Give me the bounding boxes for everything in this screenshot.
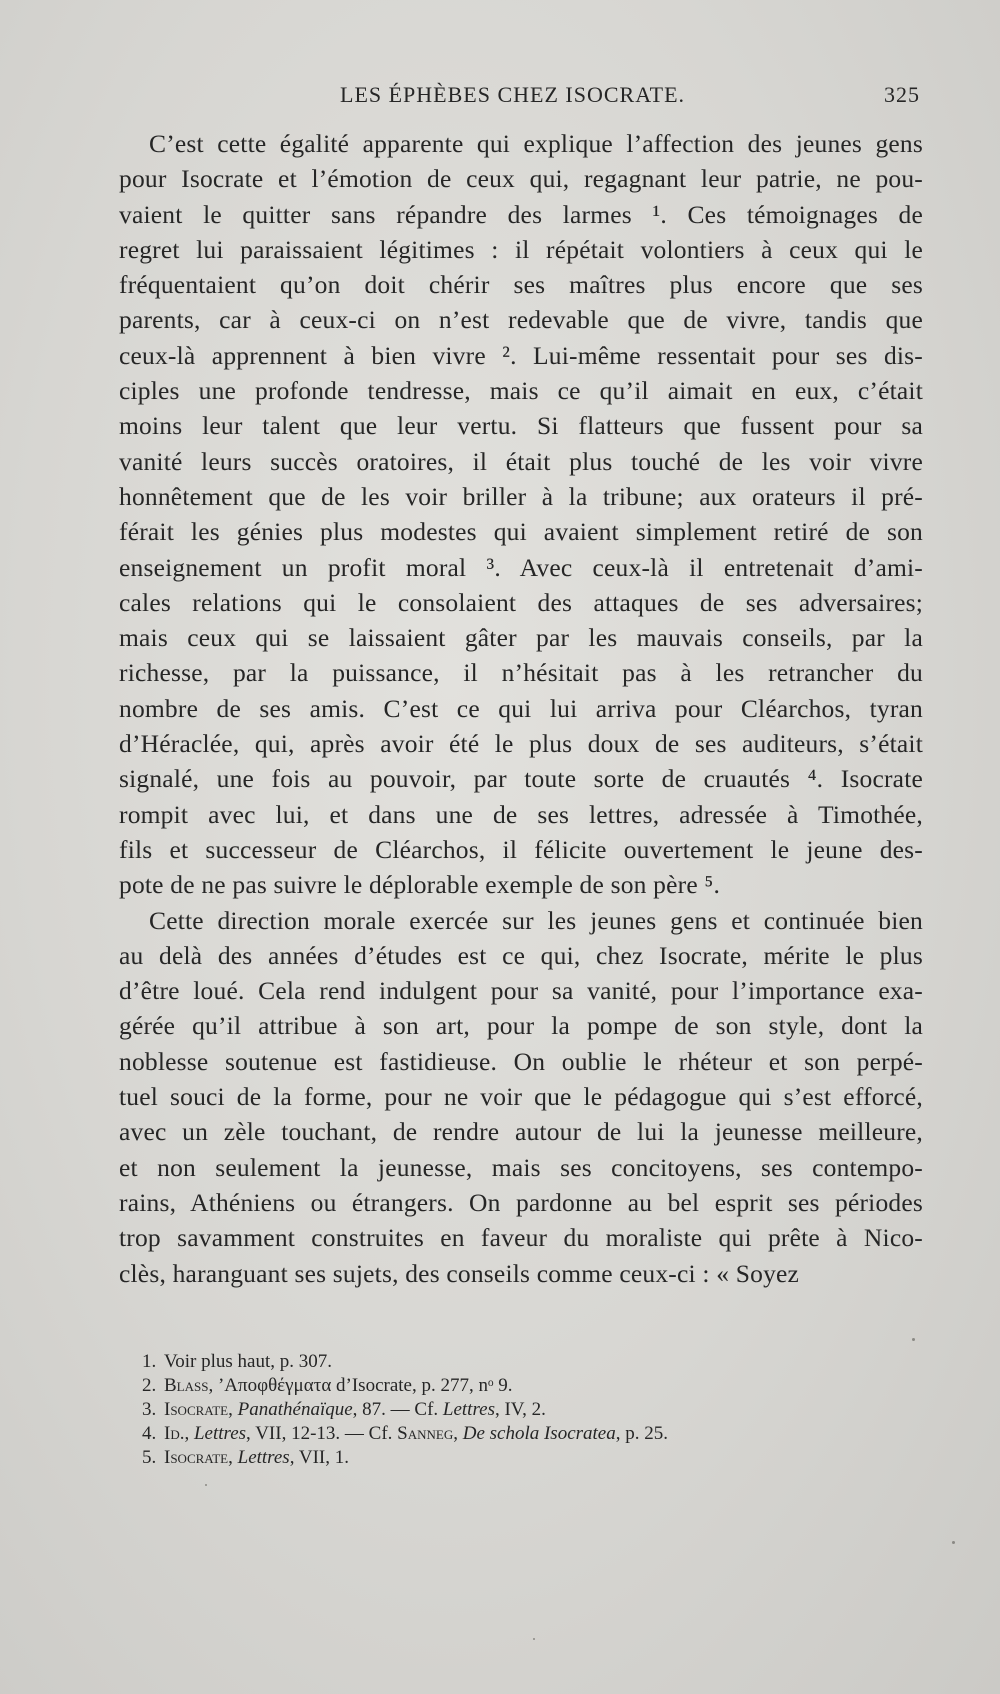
- text-line: trop savamment construites en faveur du moraliste qui prête à Nico-: [119, 1223, 923, 1253]
- text-line: rains, Athéniens ou étrangers. On pardonne au bel esprit ses périodes: [119, 1187, 923, 1217]
- footnote: [142, 1446, 862, 1470]
- footnote-text: ,: [228, 1447, 238, 1468]
- footnote: [142, 1350, 862, 1374]
- footnote-text: Lettres: [442, 1399, 495, 1420]
- footnote-number: 5.: [142, 1447, 157, 1468]
- body-text: [119, 126, 923, 1291]
- paper-speck: [912, 1338, 915, 1341]
- text-line: nombre de ses amis. C’est ce qui lui arriva pour Cléarchos, tyran: [119, 693, 923, 723]
- text-line: avec un zèle touchant, de rendre autour de lui la jeunesse meilleure,: [119, 1117, 923, 1147]
- text-line: cales relations qui le consolaient des attaques de ses adversaires;: [119, 587, 923, 617]
- footnote: [142, 1422, 862, 1446]
- text-line: regret lui paraissaient légitimes : il répétait volontiers à ceux qui le: [119, 234, 923, 264]
- text-line: C’est cette égalité apparente qui explique l’affection des jeunes gens: [149, 129, 923, 158]
- paper-speck: [952, 1541, 955, 1544]
- text-line: et non seulement la jeunesse, mais ses concitoyens, ses contempo-: [119, 1152, 923, 1182]
- page-number: 325: [884, 82, 920, 107]
- footnote-text: , ’Αποφθέγματα d’Isocrate, p. 277, nᵒ 9.: [208, 1375, 513, 1396]
- footnote-number: 3.: [142, 1399, 157, 1420]
- paper-speck: [533, 1638, 535, 1640]
- text-line: fréquentaient qu’on doit chérir ses maîtres plus encore que ses: [119, 270, 923, 300]
- footnote-text: ,: [228, 1399, 238, 1420]
- text-line: enseignement un profit moral ³. Avec ceux-là il entretenait d’ami-: [119, 552, 923, 582]
- text-line: au delà des années d’études est ce qui, chez Isocrate, mérite le plus: [119, 940, 923, 970]
- footnote-text: , VII, 12-13. — Cf.: [246, 1423, 398, 1444]
- text-line: noblesse soutenue est fastidieuse. On oublie le rhéteur et son perpé-: [119, 1046, 923, 1076]
- paper-speck: [205, 1484, 207, 1486]
- text-line: parents, car à ceux-ci on n’est redevable que de vivre, tandis que: [119, 305, 923, 335]
- text-line: Cette direction morale exercée sur les jeunes gens et continuée bien: [149, 905, 923, 935]
- footnote-text: De schola Isocratea: [462, 1423, 616, 1444]
- footnote-text: Sanneg: [397, 1423, 454, 1444]
- text-line: d’Héraclée, qui, après avoir été le plus doux de ses auditeurs, s’était: [119, 729, 923, 759]
- footnote-text: ,: [453, 1423, 463, 1444]
- footnotes: [142, 1350, 862, 1470]
- page-header: [120, 82, 920, 112]
- text-line: honnêtement que de les voir briller à la tribune; aux orateurs il pré-: [119, 481, 923, 511]
- footnote-text: Id.: [164, 1423, 185, 1444]
- footnote-number: 4.: [142, 1423, 157, 1444]
- footnote: [142, 1398, 862, 1422]
- text-line: férait les génies plus modestes qui avaient simplement retiré de son: [119, 517, 923, 547]
- text-line: ciples une profonde tendresse, mais ce qu’il aimait en eux, c’était: [119, 376, 923, 406]
- footnote-text: , IV, 2.: [494, 1399, 546, 1420]
- text-line: pour Isocrate et l’émotion de ceux qui, regagnant leur patrie, ne pou-: [119, 164, 923, 194]
- footnote-number: 1.: [142, 1351, 157, 1372]
- text-line: gérée qu’il attribue à son art, pour la pompe de son style, dont la: [119, 1011, 923, 1041]
- footnote-text: Panathénaïque: [237, 1399, 353, 1420]
- footnote-text: Blass: [164, 1375, 209, 1396]
- text-line: vaient le quitter sans répandre des larmes ¹. Ces témoignages de: [119, 199, 923, 229]
- footnote-text: , p. 25.: [615, 1423, 668, 1444]
- footnote-number: 2.: [142, 1375, 157, 1396]
- footnote-text: ,: [184, 1423, 194, 1444]
- text-line: tuel souci de la forme, pour ne voir que le pédagogue qui s’est efforcé,: [119, 1082, 923, 1112]
- text-line: ceux-là apprennent à bien vivre ². Lui-même ressentait pour ses dis-: [119, 340, 923, 370]
- text-line: moins leur talent que leur vertu. Si flatteurs que fussent pour sa: [119, 411, 923, 441]
- footnote-text: Voir plus haut, p. 307.: [164, 1351, 333, 1372]
- footnote: [142, 1374, 862, 1398]
- footnote-text: Isocrate: [164, 1399, 229, 1420]
- text-line: mais ceux qui se laissaient gâter par les mauvais conseils, par la: [119, 623, 923, 653]
- text-line: d’être loué. Cela rend indulgent pour sa vanité, pour l’importance exa-: [119, 976, 923, 1006]
- footnote-text: Isocrate: [164, 1447, 229, 1468]
- running-title: LES ÉPHÈBES CHEZ ISOCRATE.: [340, 82, 686, 107]
- footnote-text: , VII, 1.: [289, 1447, 349, 1468]
- text-line: signalé, une fois au pouvoir, par toute sorte de cruautés ⁴. Isocrate: [119, 764, 923, 794]
- text-line: pote de ne pas suivre le déplorable exemple de son père ⁵.: [119, 870, 721, 900]
- footnote-text: Lettres: [193, 1423, 247, 1444]
- text-line: fils et successeur de Cléarchos, il félicite ouvertement le jeune des-: [119, 834, 923, 864]
- text-line: richesse, par la puissance, il n’hésitait pas à les retrancher du: [119, 658, 923, 688]
- text-line: vanité leurs succès oratoires, il était plus touché de les voir vivre: [119, 446, 923, 476]
- footnote-text: Lettres: [237, 1447, 290, 1468]
- text-line: rompit avec lui, et dans une de ses lettres, adressée à Timothée,: [119, 799, 923, 829]
- footnote-text: , 87. — Cf.: [352, 1399, 443, 1420]
- text-line: clès, haranguant ses sujets, des conseils comme ceux-ci : « Soyez: [119, 1258, 800, 1288]
